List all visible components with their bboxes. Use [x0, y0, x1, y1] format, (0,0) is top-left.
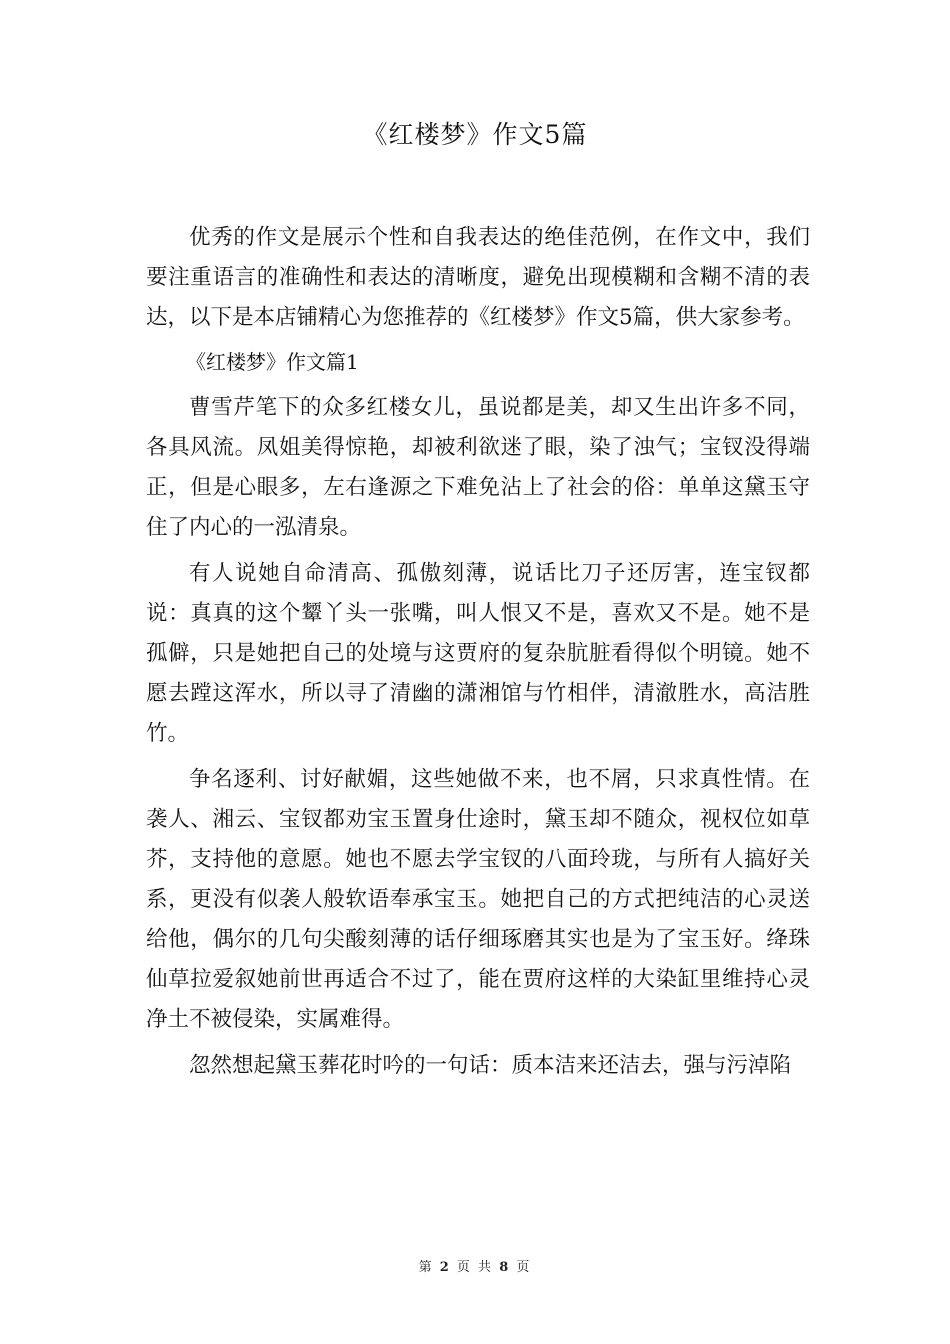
footer-suffix: 页 — [516, 1260, 532, 1275]
body-paragraph-4: 忽然想起黛玉葬花时吟的一句话：质本洁来还洁去，强与污淖陷 — [189, 1053, 792, 1078]
footer-current-page: 2 — [439, 1260, 451, 1275]
footer-middle: 页 共 — [456, 1260, 494, 1275]
section-heading: 《红楼梦》作文篇1 — [186, 350, 359, 374]
document-title: 《红楼梦》作文5篇 — [362, 120, 588, 149]
footer-total-pages: 8 — [499, 1260, 511, 1275]
page-footer — [0, 1259, 950, 1277]
intro-paragraph: 优秀的作文是展示个性和自我表达的绝佳范例，在作文中，我们要注重语言的准确性和表达的清晰度，避免出现模糊和含糊不清的表达，以下是本店铺精心为您推荐的《红楼梦》作文5篇，供大家参考。 — [146, 225, 810, 330]
footer-prefix: 第 — [418, 1260, 434, 1275]
body-paragraph-3: 争名逐利、讨好献媚，这些她做不来，也不屑，只求真性情。在袭人、湘云、宝钗都劝宝玉置身仕途时，黛玉却不随众，视权位如草芥，支持他的意愿。她也不愿去学宝钗的八面玲珑，与所有人搞好关系，更没有似袭人般软语奉承宝玉。她把自己的方式把纯洁的心灵送给他，偶尔的几句尖酸刻薄的话仔细琢磨其实也是为了宝玉好。绛珠仙草拉爱叙她前世再适合不过了，能在贾府这样的大染缸里维持心灵净土不被侵染，实属难得。 — [146, 767, 810, 1032]
body-paragraph-1: 曹雪芹笔下的众多红楼女儿，虽说都是美，却又生出许多不同，各具风流。凤姐美得惊艳，却被利欲迷了眼，染了浊气；宝钗没得端正，但是心眼多，左右逢源之下难免沾上了社会的俗：单单这黛玉守住了内心的一泓清泉。 — [146, 395, 810, 540]
document-body — [146, 218, 810, 1086]
body-paragraph-2: 有人说她自命清高、孤傲刻薄，说话比刀子还厉害，连宝钗都说：真真的这个颦丫头一张嘴，叫人恨又不是，喜欢又不是。她不是孤僻，只是她把自己的处境与这贾府的复杂肮脏看得似个明镜。她不愿去蹚这浑水，所以寻了清幽的潇湘馆与竹相伴，清澈胜水，高洁胜竹。 — [146, 561, 810, 746]
